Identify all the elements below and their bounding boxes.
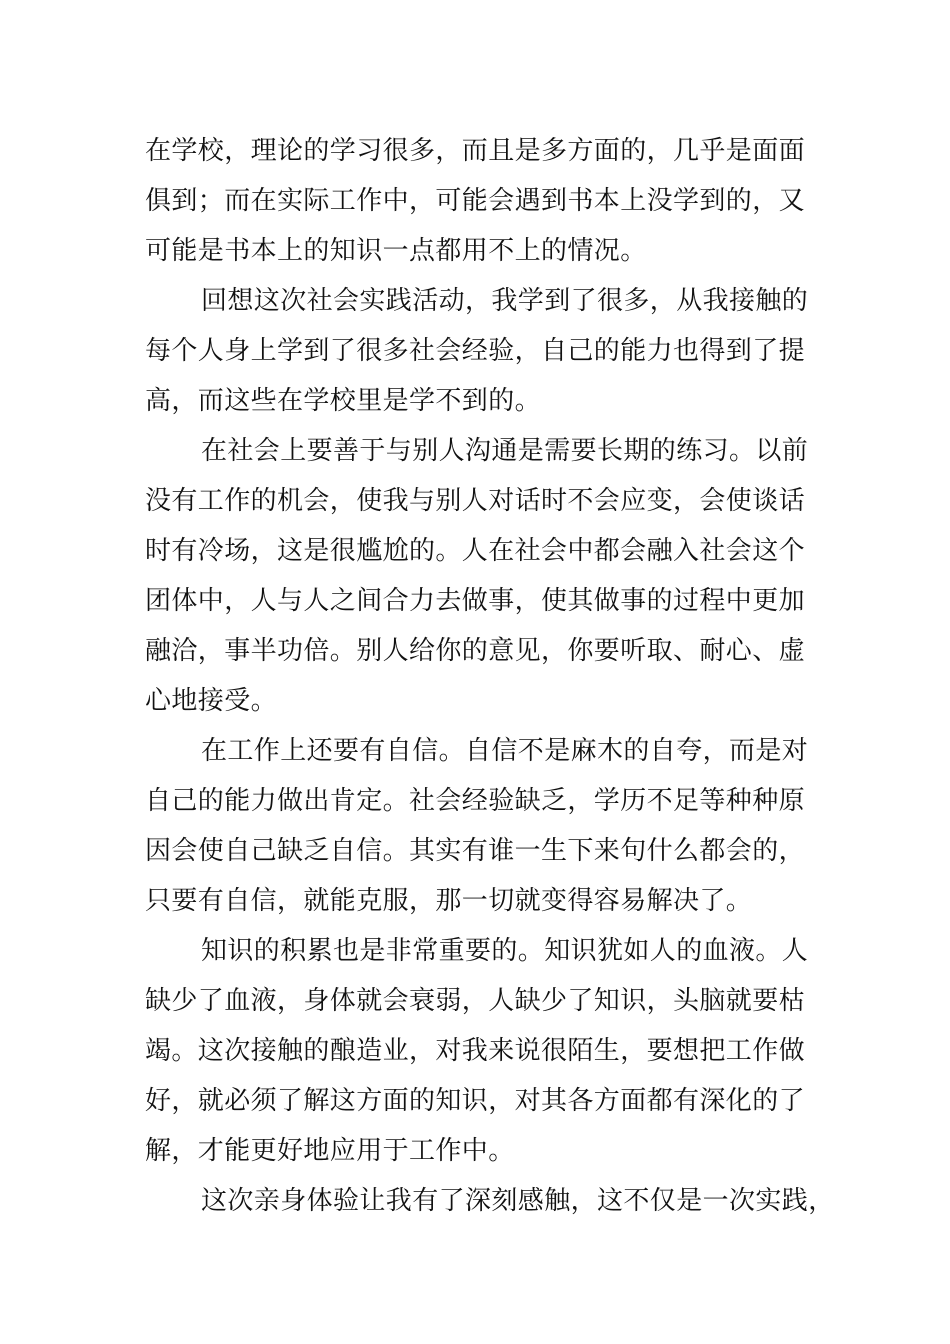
paragraph-4-line-1: 在工作上还要有自信。自信不是麻木的自夸，而是对 xyxy=(201,736,809,766)
paragraph-3-line-6: 心地接受。 xyxy=(145,686,278,716)
paragraph-5-line-3: 竭。这次接触的酿造业，对我来说很陌生，要想把工作做 xyxy=(145,1036,806,1066)
paragraph-4-line-4: 只要有自信，就能克服，那一切就变得容易解决了。 xyxy=(145,886,753,916)
paragraph-5-line-2: 缺少了血液，身体就会衰弱，人缺少了知识，头脑就要枯 xyxy=(145,986,806,1016)
paragraph-3-line-5: 融洽，事半功倍。别人给你的意见，你要听取、耐心、虚 xyxy=(145,636,806,666)
paragraph-2-line-3: 高，而这些在学校里是学不到的。 xyxy=(145,386,542,416)
paragraph-3-line-4: 团体中，人与人之间合力去做事，使其做事的过程中更加 xyxy=(145,586,806,616)
paragraph-3-line-3: 时有冷场，这是很尴尬的。人在社会中都会融入社会这个 xyxy=(145,536,806,566)
paragraph-3-line-1: 在社会上要善于与别人沟通是需要长期的练习。以前 xyxy=(201,436,809,466)
paragraph-5-line-1: 知识的积累也是非常重要的。知识犹如人的血液。人 xyxy=(201,936,809,966)
paragraph-3-line-2: 没有工作的机会，使我与别人对话时不会应变，会使谈话 xyxy=(145,486,806,516)
paragraph-2-line-2: 每个人身上学到了很多社会经验，自己的能力也得到了提 xyxy=(145,336,806,366)
paragraph-5-line-4: 好，就必须了解这方面的知识，对其各方面都有深化的了 xyxy=(145,1086,806,1116)
paragraph-1-line-3: 可能是书本上的知识一点都用不上的情况。 xyxy=(145,236,647,266)
paragraph-5-line-5: 解，才能更好地应用于工作中。 xyxy=(145,1136,515,1166)
paragraph-1-line-1: 在学校，理论的学习很多，而且是多方面的，几乎是面面 xyxy=(145,136,806,166)
paragraph-6-line-1: 这次亲身体验让我有了深刻感触，这不仅是一次实践， xyxy=(201,1186,835,1216)
paragraph-4-line-2: 自己的能力做出肯定。社会经验缺乏，学历不足等种种原 xyxy=(145,786,806,816)
paragraph-2-line-1: 回想这次社会实践活动，我学到了很多，从我接触的 xyxy=(201,286,809,316)
paragraph-4-line-3: 因会使自己缺乏自信。其实有谁一生下来句什么都会的， xyxy=(145,836,806,866)
paragraph-1-line-2: 俱到；而在实际工作中，可能会遇到书本上没学到的，又 xyxy=(145,186,806,216)
